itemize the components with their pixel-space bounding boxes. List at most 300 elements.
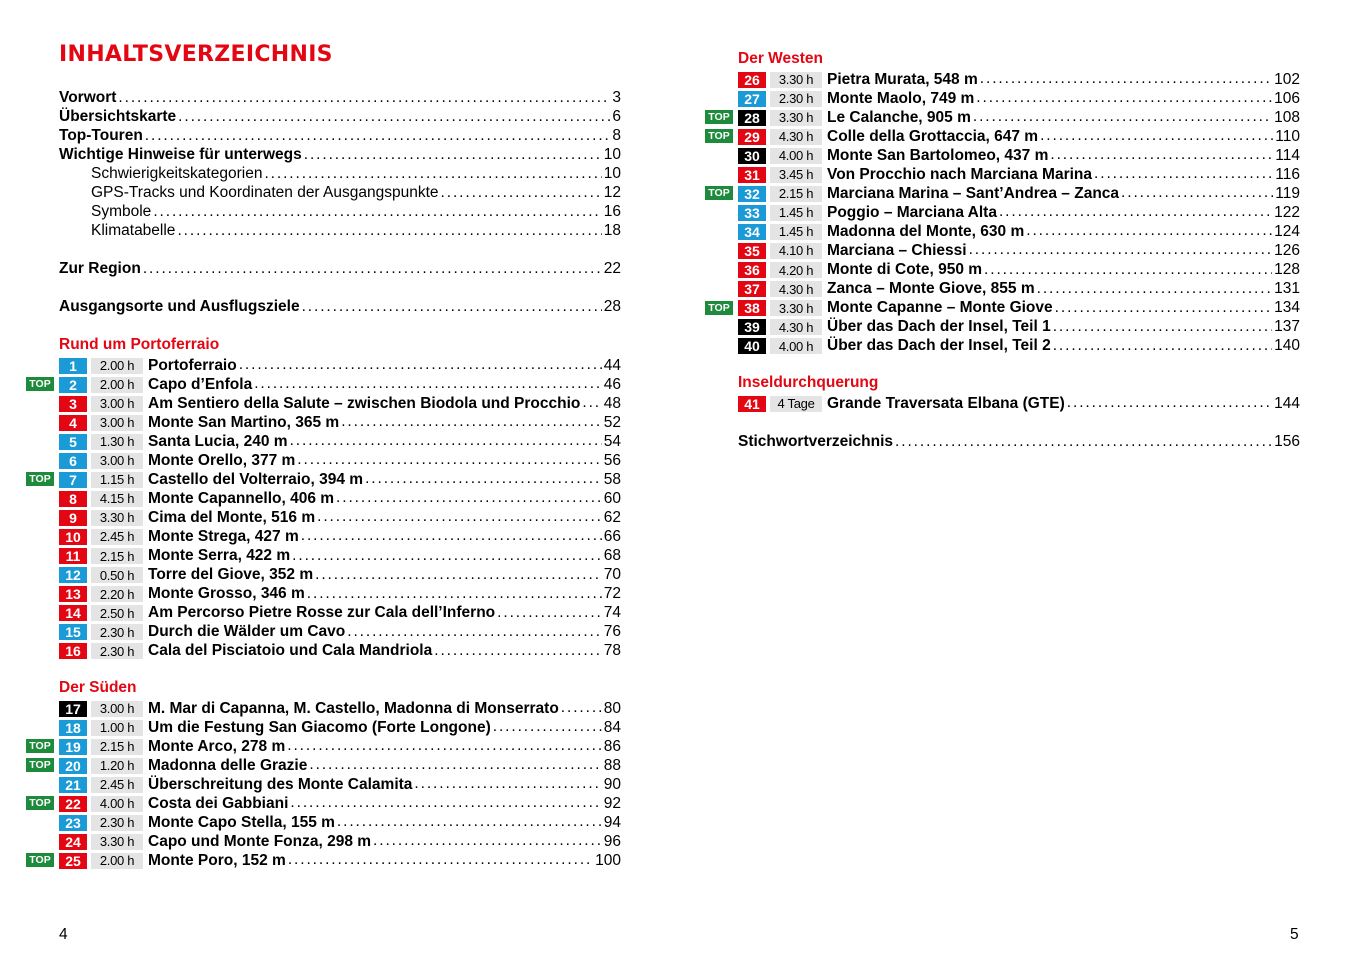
dot-leader: [301, 527, 602, 545]
tour-page: 100: [595, 851, 621, 869]
tour-page: 80: [603, 699, 621, 717]
tour-number-badge: 7: [59, 472, 87, 488]
dot-leader: [1050, 146, 1273, 164]
toc-entry-label: GPS-Tracks und Koordinaten der Ausgangspunkte: [91, 184, 439, 201]
tour-number-badge: 31: [738, 167, 766, 183]
tour-number-badge: 21: [59, 777, 87, 793]
tour-duration: 2.00 h: [91, 853, 143, 869]
tour-duration: 4.15 h: [91, 491, 143, 507]
tour-page: 88: [603, 756, 621, 774]
dot-leader: [373, 832, 602, 850]
section-title: Der Süden: [59, 679, 137, 696]
tour-page: 66: [603, 527, 621, 545]
dot-leader: [153, 203, 601, 221]
dot-leader: [1067, 394, 1272, 412]
tour-name: Santa Lucia, 240 m: [148, 432, 288, 450]
tour-name: Capo d’Enfola: [148, 375, 253, 393]
dot-leader: [1037, 280, 1273, 298]
toc-entry-index[interactable]: [738, 433, 1300, 452]
dot-leader: [337, 813, 602, 831]
tour-duration: 2.30 h: [91, 624, 143, 640]
dot-leader: [1026, 222, 1272, 240]
toc-entry[interactable]: [59, 184, 621, 203]
tour-number-badge: 6: [59, 453, 87, 469]
tour-row[interactable]: [59, 623, 621, 642]
tour-page: 90: [603, 775, 621, 793]
tour-name: Marciana Marina – Sant’Andrea – Zanca: [827, 184, 1120, 202]
tour-page: 52: [603, 413, 621, 431]
toc-entry[interactable]: [59, 89, 621, 108]
tour-page: 110: [1275, 127, 1300, 145]
dot-leader: [317, 508, 602, 526]
tour-name: Monte Grosso, 346 m: [148, 585, 305, 603]
toc-entry-page: 12: [603, 184, 621, 201]
dot-leader: [969, 241, 1273, 259]
tour-name: Monte Poro, 152 m: [148, 851, 286, 869]
toc-entry-label: Vorwort: [59, 89, 117, 106]
tour-duration: 3.30 h: [770, 300, 822, 316]
tour-row[interactable]: [738, 318, 1300, 337]
tour-row[interactable]: [708, 299, 1300, 318]
tour-duration: 2.30 h: [770, 91, 822, 107]
tour-page: 92: [603, 794, 621, 812]
tour-row[interactable]: [59, 394, 621, 413]
tour-page: 62: [603, 508, 621, 526]
tour-duration: 4.00 h: [770, 338, 822, 354]
tour-duration: 1.15 h: [91, 472, 143, 488]
tour-number-badge: 30: [738, 148, 766, 164]
top-badge: TOP: [26, 739, 54, 753]
dot-leader: [143, 260, 602, 278]
tour-name: Monte Capo Stella, 155 m: [148, 813, 335, 831]
tour-name: Portoferraio: [148, 356, 237, 374]
tour-duration: 2.30 h: [91, 643, 143, 659]
tour-number-badge: 3: [59, 396, 87, 412]
tour-name: Am Sentiero della Salute – zwischen Biodola und Procchio: [148, 394, 581, 412]
tour-row[interactable]: [59, 432, 621, 451]
tour-row[interactable]: [738, 241, 1300, 260]
tour-row[interactable]: [59, 566, 621, 585]
tour-number-badge: 16: [59, 643, 87, 659]
tour-number-badge: 23: [59, 815, 87, 831]
tour-page: 46: [603, 375, 621, 393]
tour-page: 116: [1275, 165, 1300, 183]
tour-name: Capo und Monte Fonza, 298 m: [148, 832, 372, 850]
tour-row[interactable]: [708, 184, 1300, 203]
tour-page: 122: [1274, 203, 1300, 221]
tour-duration: 2.00 h: [91, 377, 143, 393]
tour-row[interactable]: [738, 165, 1300, 184]
tour-page: 119: [1275, 184, 1300, 202]
tour-duration: 3.30 h: [91, 834, 143, 850]
tour-row[interactable]: [29, 851, 621, 870]
tour-page: 86: [603, 737, 621, 755]
tour-number-badge: 36: [738, 262, 766, 278]
top-badge: TOP: [705, 110, 733, 124]
dot-leader: [493, 718, 602, 736]
page-number-left: 4: [59, 926, 68, 943]
tour-name: Monte Maolo, 749 m: [827, 89, 975, 107]
tour-duration: 4.00 h: [770, 148, 822, 164]
tour-number-badge: 11: [59, 548, 87, 564]
tour-row[interactable]: [59, 356, 621, 375]
tour-number-badge: 28: [738, 110, 766, 126]
tour-name: Monte San Bartolomeo, 437 m: [827, 146, 1049, 164]
dot-leader: [304, 146, 602, 164]
top-badge: TOP: [26, 796, 54, 810]
toc-entry-label: Ausgangsorte und Ausflugsziele: [59, 298, 300, 315]
tour-row[interactable]: [59, 527, 621, 546]
tour-number-badge: 33: [738, 205, 766, 221]
tour-name: Marciana – Chiessi: [827, 241, 967, 259]
dot-leader: [290, 794, 601, 812]
tour-number-badge: 24: [59, 834, 87, 850]
tour-page: 54: [603, 432, 621, 450]
toc-entry-label: Übersichtskarte: [59, 108, 177, 125]
tour-duration: 0.50 h: [91, 567, 143, 583]
dot-leader: [347, 623, 602, 641]
tour-number-badge: 27: [738, 91, 766, 107]
tour-row[interactable]: [738, 146, 1300, 165]
dot-leader: [178, 108, 610, 126]
tour-duration: 2.45 h: [91, 777, 143, 793]
dot-leader: [145, 127, 611, 145]
dot-leader: [1053, 337, 1272, 355]
tour-page: 114: [1275, 146, 1300, 164]
tour-row[interactable]: [738, 261, 1300, 280]
tour-row[interactable]: [59, 604, 621, 623]
tour-page: 106: [1274, 89, 1300, 107]
page-title: INHALTSVERZEICHNIS: [59, 42, 333, 67]
dot-leader: [497, 604, 602, 622]
tour-row[interactable]: [59, 413, 621, 432]
tour-row[interactable]: [738, 203, 1300, 222]
tour-number-badge: 5: [59, 434, 87, 450]
toc-entry[interactable]: [59, 222, 621, 241]
tour-duration: 1.00 h: [91, 720, 143, 736]
tour-name: Monte Capanne – Monte Giove: [827, 299, 1053, 317]
dot-leader: [292, 547, 602, 565]
tour-number-badge: 26: [738, 72, 766, 88]
tour-page: 131: [1274, 280, 1300, 298]
tour-duration: 2.30 h: [91, 815, 143, 831]
dot-leader: [414, 775, 601, 793]
dot-leader: [561, 699, 602, 717]
tour-duration: 3.30 h: [91, 510, 143, 526]
tour-duration: 1.45 h: [770, 224, 822, 240]
tour-page: 70: [603, 566, 621, 584]
tour-name: Pietra Murata, 548 m: [827, 70, 978, 88]
tour-row[interactable]: [59, 699, 621, 718]
dot-leader: [441, 184, 602, 202]
dot-leader: [1094, 165, 1273, 183]
page-number-right: 5: [1290, 926, 1299, 943]
tour-row[interactable]: [29, 375, 621, 394]
tour-page: 68: [603, 547, 621, 564]
dot-leader: [895, 433, 1272, 451]
tour-page: 60: [603, 489, 621, 507]
tour-page: 108: [1274, 108, 1300, 126]
tour-name: Monte Strega, 427 m: [148, 527, 299, 545]
tour-duration: 4.30 h: [770, 319, 822, 335]
tour-number-badge: 32: [738, 186, 766, 202]
tour-number-badge: 1: [59, 358, 87, 374]
tour-name: Um die Festung San Giacomo (Forte Longone): [148, 718, 491, 736]
tour-row[interactable]: [59, 642, 621, 661]
dot-leader: [976, 89, 1272, 107]
dot-leader: [254, 375, 602, 393]
toc-entry-page: 156: [1274, 433, 1300, 450]
section-title: Rund um Portoferraio: [59, 336, 220, 353]
tour-number-badge: 8: [59, 491, 87, 507]
tour-number-badge: 38: [738, 300, 766, 316]
tour-number-badge: 18: [59, 720, 87, 736]
toc-entry-page: 28: [603, 298, 621, 315]
tour-name: Madonna del Monte, 630 m: [827, 222, 1025, 240]
toc-entry[interactable]: [59, 165, 621, 184]
dot-leader: [984, 261, 1272, 279]
tour-name: Monte San Martino, 365 m: [148, 413, 340, 431]
tour-duration: 3.00 h: [91, 415, 143, 431]
tour-page: 137: [1274, 318, 1300, 336]
tour-name: Durch die Wälder um Cavo: [148, 623, 346, 641]
tour-number-badge: 13: [59, 586, 87, 602]
tour-number-badge: 22: [59, 796, 87, 812]
tour-row[interactable]: [29, 737, 621, 756]
tour-number-badge: 34: [738, 224, 766, 240]
section-title: Der Westen: [738, 50, 823, 67]
tour-name: Monte Orello, 377 m: [148, 451, 296, 469]
top-badge: TOP: [705, 301, 733, 315]
tour-page: 58: [603, 470, 621, 488]
top-badge: TOP: [705, 129, 733, 143]
toc-entry-page: 22: [603, 260, 621, 277]
dot-leader: [239, 356, 602, 374]
tour-number-badge: 39: [738, 319, 766, 335]
dot-leader: [973, 108, 1272, 126]
section-title: Inseldurchquerung: [738, 374, 879, 391]
tour-duration: 4.30 h: [770, 281, 822, 297]
tour-name: Monte Arco, 278 m: [148, 737, 286, 755]
toc-entry-label: Stichwortverzeichnis: [738, 433, 894, 450]
tour-name: Cima del Monte, 516 m: [148, 508, 316, 526]
tour-page: 74: [603, 604, 621, 622]
dot-leader: [302, 298, 602, 316]
dot-leader: [1121, 184, 1273, 202]
tour-duration: 2.15 h: [91, 548, 143, 564]
tour-name: Zanca – Monte Giove, 855 m: [827, 280, 1035, 298]
dot-leader: [336, 489, 602, 507]
toc-entry-page: 10: [603, 146, 621, 163]
toc-entry-page: 18: [603, 222, 621, 239]
tour-row[interactable]: [738, 222, 1300, 241]
toc-entry-label: Wichtige Hinweise für unterwegs: [59, 146, 302, 163]
tour-duration: 3.30 h: [770, 110, 822, 126]
dot-leader: [1053, 318, 1272, 336]
tour-number-badge: 9: [59, 510, 87, 526]
tour-number-badge: 37: [738, 281, 766, 297]
tour-row[interactable]: [708, 108, 1300, 127]
tour-duration: 4.10 h: [770, 243, 822, 259]
tour-duration: 3.30 h: [770, 72, 822, 88]
tour-duration: 1.30 h: [91, 434, 143, 450]
tour-number-badge: 14: [59, 605, 87, 621]
dot-leader: [1055, 299, 1272, 317]
toc-entry-page: 16: [603, 203, 621, 220]
tour-number-badge: 4: [59, 415, 87, 431]
dot-leader: [1040, 127, 1273, 145]
tour-duration: 4 Tage: [770, 396, 822, 412]
tour-page: 94: [603, 813, 621, 831]
tour-row[interactable]: [29, 794, 621, 813]
tour-number-badge: 15: [59, 624, 87, 640]
dot-leader: [309, 756, 601, 774]
tour-number-badge: 40: [738, 338, 766, 354]
tour-page: 140: [1274, 337, 1300, 355]
tour-duration: 2.00 h: [91, 358, 143, 374]
tour-page: 56: [603, 451, 621, 469]
tour-row[interactable]: [708, 127, 1300, 146]
tour-row[interactable]: [59, 585, 621, 604]
tour-name: Cala del Pisciatoio und Cala Mandriola: [148, 642, 433, 660]
tour-number-badge: 17: [59, 701, 87, 717]
toc-entry-page: 8: [612, 127, 621, 144]
tour-page: 144: [1274, 394, 1300, 412]
tour-number-badge: 2: [59, 377, 87, 393]
toc-entry[interactable]: [59, 260, 621, 279]
tour-page: 134: [1274, 299, 1300, 317]
toc-entry[interactable]: [59, 146, 621, 165]
toc-entry-label: Klimatabelle: [91, 222, 176, 239]
dot-leader: [118, 89, 610, 107]
tour-name: Le Calanche, 905 m: [827, 108, 971, 126]
tour-page: 124: [1274, 222, 1300, 240]
tour-name: Am Percorso Pietre Rosse zur Cala dell’Inferno: [148, 604, 496, 622]
toc-entry-label: Top-Touren: [59, 127, 143, 144]
toc-entry-label: Zur Region: [59, 260, 141, 277]
tour-name: Überschreitung des Monte Calamita: [148, 775, 413, 793]
toc-entry-page: 6: [612, 108, 621, 125]
tour-name: Über das Dach der Insel, Teil 1: [827, 318, 1051, 336]
tour-name: Colle della Grottaccia, 647 m: [827, 127, 1039, 145]
tour-row[interactable]: [59, 547, 621, 566]
tour-row[interactable]: [59, 489, 621, 508]
tour-number-badge: 35: [738, 243, 766, 259]
tour-page: 48: [603, 394, 621, 412]
tour-row[interactable]: [29, 470, 621, 489]
tour-name: Monte Capannello, 406 m: [148, 489, 335, 507]
tour-row[interactable]: [59, 775, 621, 794]
tour-row[interactable]: [59, 508, 621, 527]
dot-leader: [315, 566, 602, 584]
toc-entry[interactable]: [59, 203, 621, 222]
tour-name: M. Mar di Capanna, M. Castello, Madonna di Monserrato: [148, 699, 559, 717]
dot-leader: [365, 470, 602, 488]
dot-leader: [307, 585, 602, 603]
dot-leader: [434, 642, 602, 660]
dot-leader: [177, 222, 601, 240]
tour-number-badge: 12: [59, 567, 87, 583]
tour-page: 128: [1274, 261, 1300, 278]
tour-name: Von Procchio nach Marciana Marina: [827, 165, 1093, 183]
tour-duration: 3.00 h: [91, 453, 143, 469]
tour-name: Poggio – Marciana Alta: [827, 203, 997, 221]
tour-duration: 2.45 h: [91, 529, 143, 545]
top-badge: TOP: [26, 377, 54, 391]
toc-entry[interactable]: [59, 127, 621, 146]
dot-leader: [999, 203, 1272, 221]
tour-name: Grande Traversata Elbana (GTE): [827, 394, 1065, 412]
tour-page: 72: [603, 585, 621, 603]
tour-page: 44: [603, 356, 621, 374]
tour-row[interactable]: [738, 280, 1300, 299]
toc-entry-page: 3: [612, 89, 621, 106]
tour-row[interactable]: [59, 718, 621, 737]
tour-duration: 2.15 h: [770, 186, 822, 202]
top-badge: TOP: [26, 758, 54, 772]
tour-name: Madonna delle Grazie: [148, 756, 308, 774]
tour-duration: 4.30 h: [770, 129, 822, 145]
tour-duration: 4.20 h: [770, 262, 822, 278]
tour-row[interactable]: [59, 451, 621, 470]
tour-duration: 3.00 h: [91, 396, 143, 412]
tour-number-badge: 25: [59, 853, 87, 869]
tour-page: 126: [1274, 241, 1300, 259]
dot-leader: [582, 394, 601, 412]
tour-duration: 1.45 h: [770, 205, 822, 221]
tour-row[interactable]: [738, 394, 1300, 413]
tour-row[interactable]: [29, 756, 621, 775]
tour-number-badge: 29: [738, 129, 766, 145]
tour-row[interactable]: [738, 70, 1300, 89]
top-badge: TOP: [705, 186, 733, 200]
tour-duration: 2.50 h: [91, 605, 143, 621]
toc-entry[interactable]: [59, 108, 621, 127]
dot-leader: [297, 451, 601, 469]
tour-duration: 3.00 h: [91, 701, 143, 717]
top-badge: TOP: [26, 853, 54, 867]
tour-name: Monte Serra, 422 m: [148, 547, 291, 564]
tour-number-badge: 20: [59, 758, 87, 774]
toc-entry-label: Schwierigkeitskategorien: [91, 165, 263, 182]
tour-duration: 4.00 h: [91, 796, 143, 812]
dot-leader: [287, 737, 602, 755]
dot-leader: [264, 165, 601, 183]
toc-entry-label: Symbole: [91, 203, 152, 220]
toc-entry-page: 10: [603, 165, 621, 182]
tour-name: Torre del Giove, 352 m: [148, 566, 314, 584]
tour-row[interactable]: [59, 832, 621, 851]
tour-duration: 3.45 h: [770, 167, 822, 183]
tour-number-badge: 19: [59, 739, 87, 755]
tour-name: Castello del Volterraio, 394 m: [148, 470, 364, 488]
tour-row[interactable]: [59, 813, 621, 832]
tour-page: 78: [603, 642, 621, 660]
tour-name: Costa dei Gabbiani: [148, 794, 289, 812]
dot-leader: [341, 413, 602, 431]
tour-duration: 1.20 h: [91, 758, 143, 774]
tour-row[interactable]: [738, 337, 1300, 356]
tour-page: 96: [603, 832, 621, 850]
tour-page: 102: [1274, 70, 1300, 88]
toc-entry[interactable]: [59, 298, 621, 317]
tour-row[interactable]: [738, 89, 1300, 108]
dot-leader: [288, 851, 593, 869]
tour-name: Über das Dach der Insel, Teil 2: [827, 337, 1051, 355]
tour-duration: 2.15 h: [91, 739, 143, 755]
tour-number-badge: 41: [738, 396, 766, 412]
tour-page: 76: [603, 623, 621, 641]
